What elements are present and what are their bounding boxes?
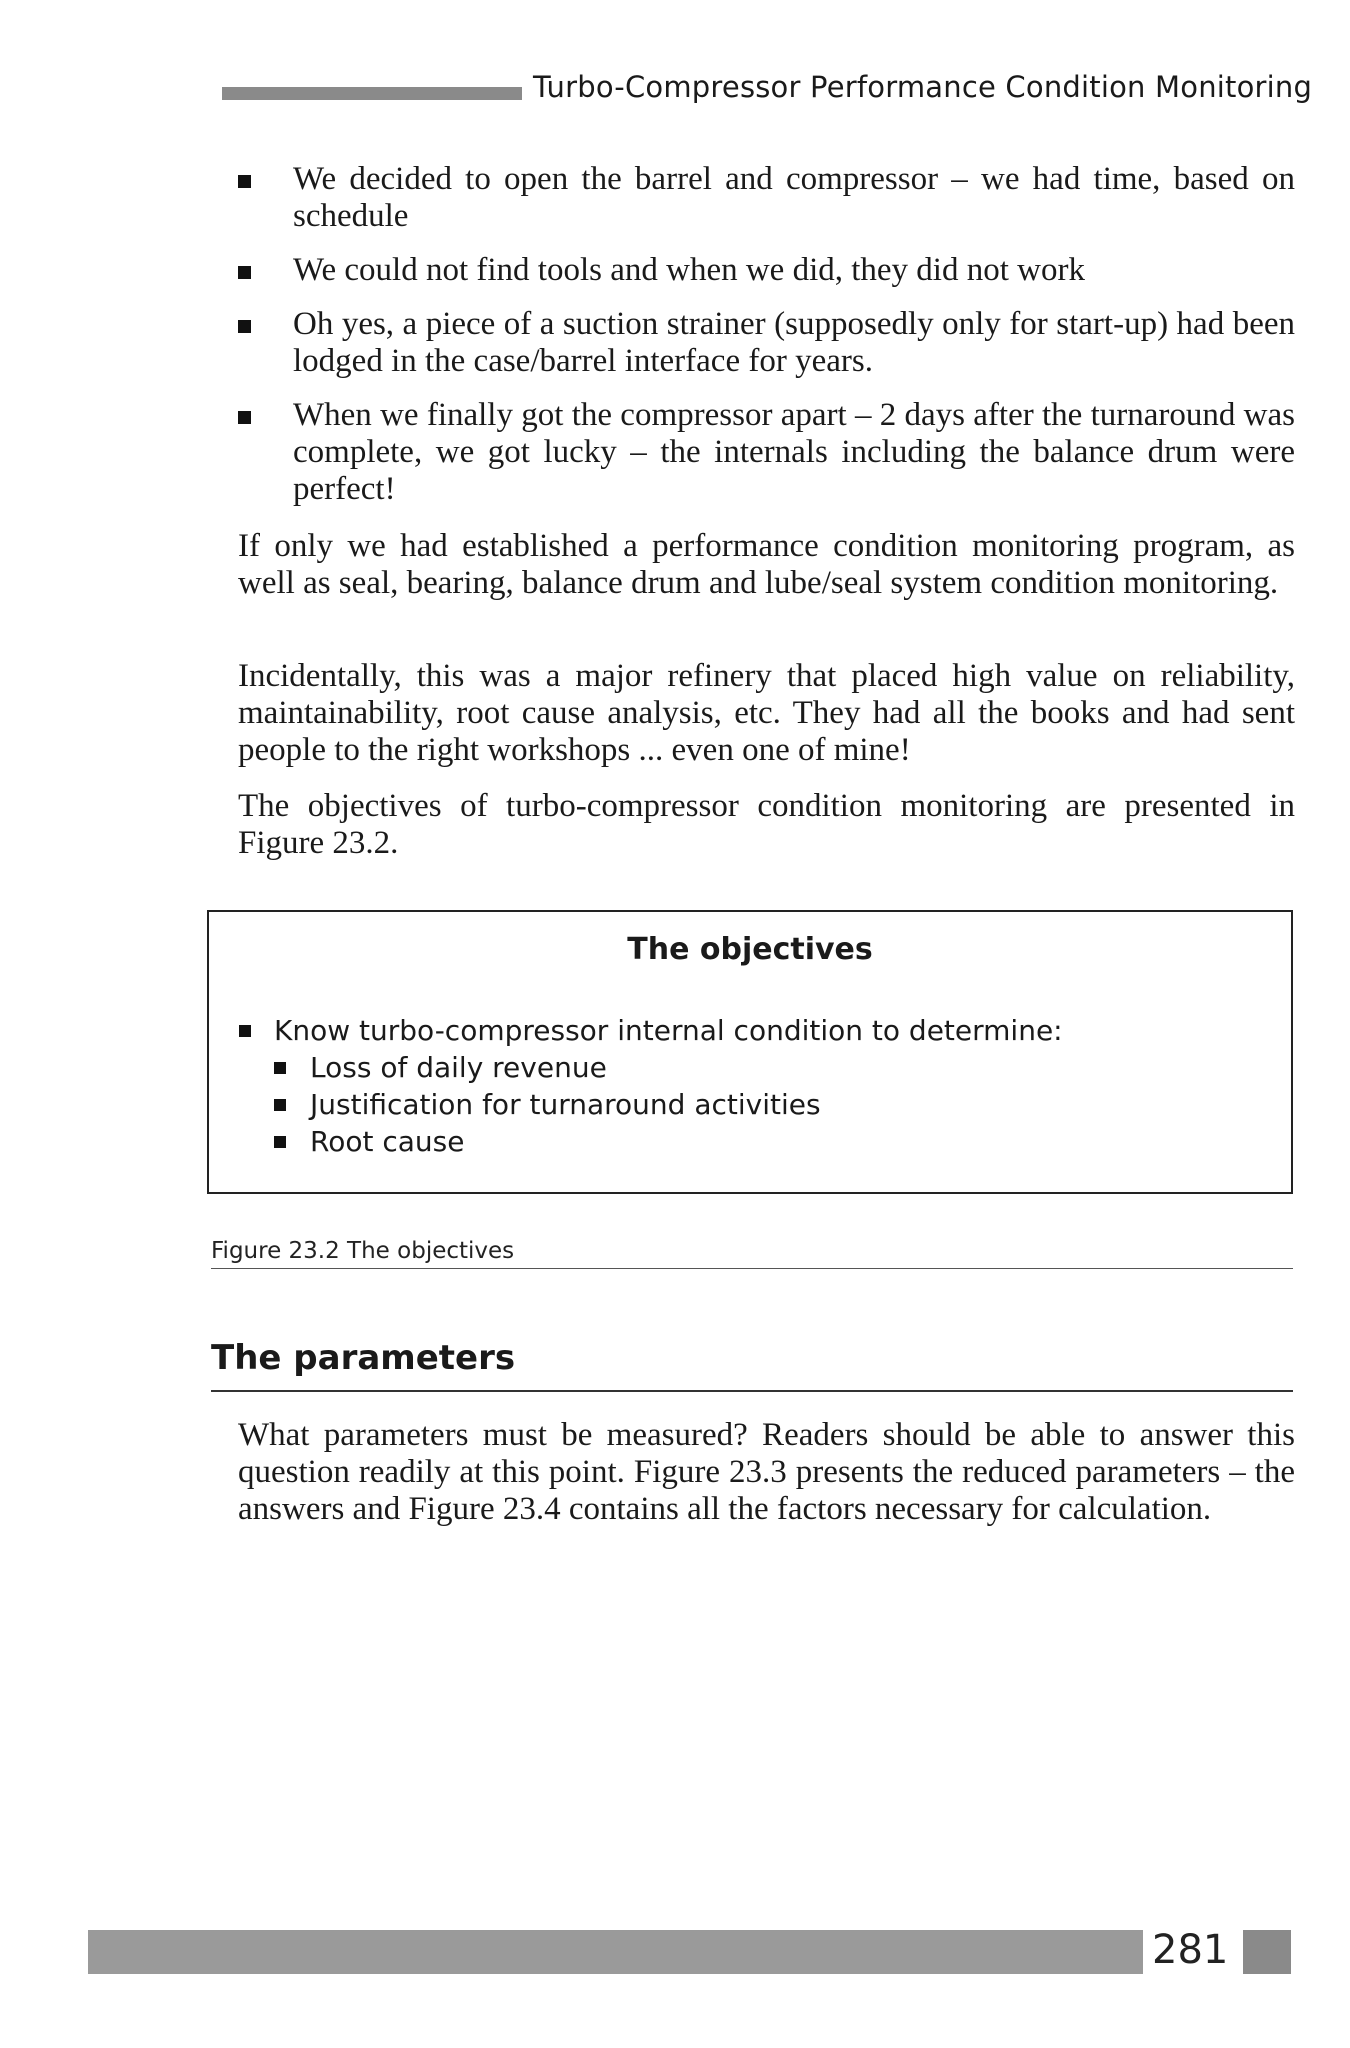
bullet-square-icon [274, 1136, 286, 1148]
paragraph-refinery: Incidentally, this was a major refinery that placed high value on reliability, maintainability, root cause analysis, etc. They had all the books and had sent people to the right workshops ... even one of mine! [238, 658, 1295, 768]
list-item-text: We could not find tools and when we did, they did not work [293, 252, 1085, 288]
figure-sub-item-text: Root cause [310, 1125, 465, 1158]
bullet-square-icon [238, 320, 251, 333]
caption-divider [211, 1268, 1293, 1269]
list-item-text: When we finally got the compressor apart – 2 days after the turnaround was complete, we got lucky – the internals including the balance drum were perfect! [293, 397, 1295, 507]
list-item [238, 161, 1295, 235]
bullet-list [238, 161, 1295, 525]
list-item-text: Oh yes, a piece of a suction strainer (supposedly only for start-up) had been lodged in the case/barrel interface for years. [293, 306, 1295, 379]
list-item [238, 397, 1295, 508]
figure-box [207, 910, 1293, 1194]
bullet-square-icon [239, 1025, 251, 1037]
footer-bar [88, 1930, 1143, 1974]
figure-title: The objectives [627, 932, 873, 967]
list-item [238, 252, 1295, 289]
figure-sub-item [274, 1086, 1063, 1123]
bullet-square-icon [274, 1062, 286, 1074]
footer-block [1243, 1930, 1291, 1974]
bullet-square-icon [238, 411, 251, 424]
header-bar [222, 87, 522, 100]
figure-caption: Figure 23.2 The objectives [211, 1238, 515, 1264]
figure-sub-item [274, 1123, 1063, 1160]
running-header: Turbo-Compressor Performance Condition Monitoring [533, 70, 1313, 104]
figure-sub-list [274, 1049, 1063, 1160]
paragraph-objectives-intro: The objectives of turbo-compressor condition monitoring are presented in Figure 23.2. [238, 788, 1295, 861]
bullet-square-icon [238, 175, 251, 188]
section-heading: The parameters [211, 1338, 516, 1378]
figure-main-item [239, 1012, 1063, 1160]
bullet-square-icon [274, 1099, 286, 1111]
page-number: 281 [1152, 1927, 1229, 1973]
section-divider [211, 1390, 1293, 1392]
section-body: What parameters must be measured? Readers should be able to answer this question readily at this point. Figure 23.3 presents the reduced parameters – the answers and Figure 23.4 contains all the factors necessary for calculation. [238, 1417, 1295, 1527]
list-item-text: We decided to open the barrel and compressor – we had time, based on schedule [293, 161, 1295, 234]
figure-sub-item-text: Loss of daily revenue [310, 1051, 607, 1084]
list-item [238, 306, 1295, 380]
paragraph-monitoring: If only we had established a performance condition monitoring program, as well as seal, bearing, balance drum and lube/seal system condition monitoring. [238, 528, 1295, 601]
figure-main-item-text: Know turbo-compressor internal condition to determine: [274, 1014, 1063, 1047]
figure-sub-item-text: Justification for turnaround activities [310, 1088, 821, 1121]
figure-list [239, 1012, 1063, 1160]
figure-sub-item [274, 1049, 1063, 1086]
bullet-square-icon [238, 266, 251, 279]
